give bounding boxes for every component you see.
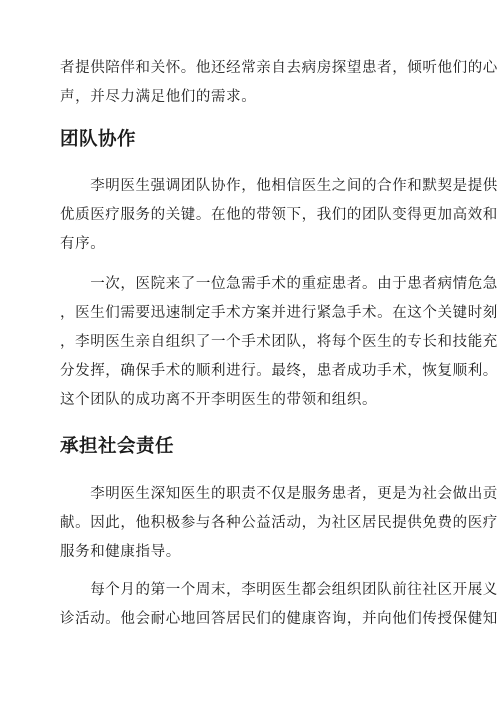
paragraph-community-clinic — [60, 576, 498, 634]
paragraph-social-responsibility — [60, 480, 498, 567]
text-line: 优质医疗服务的关键。在他的带领下，我们的团队变得更加高效和 — [60, 207, 498, 223]
text-line: 一次，医院来了一位急需手术的重症患者。由于患者病情危急 — [60, 276, 498, 292]
text-line: 这个团队的成功离不开李明医生的带领和组织。 — [60, 392, 378, 408]
text-line: 献。因此，他积极参与各种公益活动，为社区居民提供免费的医疗 — [60, 515, 498, 531]
text-line: 李明医生深知医生的职责不仅是服务患者，更是为社会做出贡 — [60, 486, 498, 502]
text-line: 诊活动。他会耐心地回答居民们的健康咨询，并向他们传授保健知 — [60, 611, 498, 627]
text-line: 者提供陪伴和关怀。他还经常亲自去病房探望患者，倾听他们的心 — [60, 60, 498, 76]
text-line: ，医生们需要迅速制定手术方案并进行紧急手术。在这个关键时刻 — [60, 305, 498, 321]
section-heading-teamwork: 团队协作 — [60, 129, 137, 150]
text-line: 声，并尽力满足他们的需求。 — [60, 89, 257, 105]
text-line: 分发挥，确保手术的顺利进行。最终，患者成功手术，恢复顺利。 — [60, 363, 498, 379]
text-line: 服务和健康指导。 — [60, 544, 181, 560]
text-line: ，李明医生亲自组织了一个手术团队，将每个医生的专长和技能充 — [60, 334, 498, 350]
text-line: 李明医生强调团队协作，他相信医生之间的合作和默契是提供 — [60, 178, 498, 194]
text-line: 有序。 — [60, 236, 106, 252]
paragraph-teamwork-intro — [60, 172, 498, 259]
section-heading-social-responsibility: 承担社会责任 — [60, 436, 175, 457]
paragraph-surgery-story — [60, 270, 498, 415]
text-line: 每个月的第一个周末，李明医生都会组织团队前往社区开展义 — [60, 582, 498, 598]
paragraph-patient-care — [60, 54, 498, 112]
